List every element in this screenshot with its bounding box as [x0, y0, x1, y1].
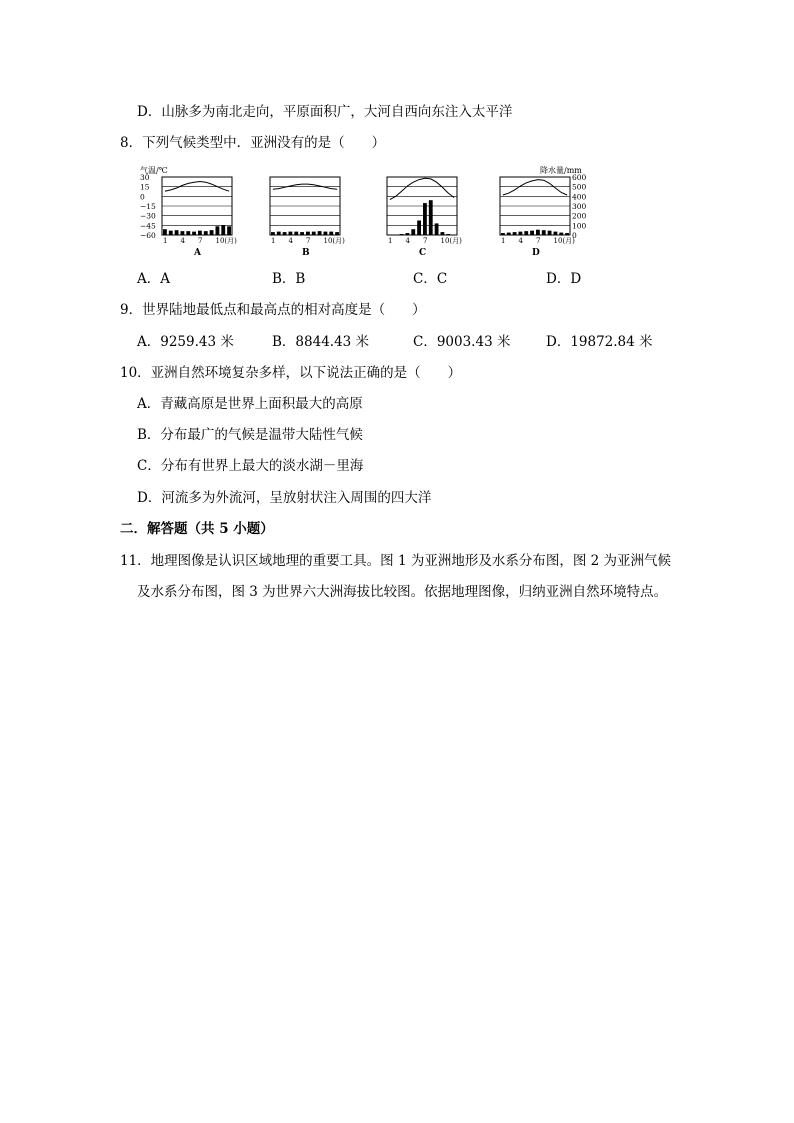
q10-option-c: C．分布有世界上最大的淡水湖－里海: [137, 458, 364, 474]
right-tick-label: 0: [572, 231, 577, 240]
q8-climate-charts: [140, 165, 600, 260]
precip-bar: [554, 232, 558, 235]
right-tick-label: 600: [572, 173, 587, 182]
climate-panels: [162, 177, 575, 258]
precip-bar: [192, 232, 196, 235]
precip-bar: [277, 232, 281, 235]
precip-bar: [221, 225, 225, 235]
precip-bar: [417, 221, 421, 236]
q10-option-d: D．河流多为外流河，呈放射状注入周围的四大洋: [137, 490, 432, 506]
precip-bar: [501, 233, 505, 235]
right-tick-label: 300: [572, 202, 587, 211]
precip-bar: [283, 232, 287, 235]
precip-bar: [524, 231, 528, 235]
right-axis-title: 降水量/mm: [540, 166, 582, 175]
month-tick-label: 10(月): [215, 237, 237, 245]
precip-bar: [429, 200, 433, 235]
month-tick-label: 4: [180, 237, 185, 245]
panel-label: C: [419, 248, 427, 258]
panel-label: A: [194, 248, 201, 258]
q8-option-a: A．A: [137, 271, 170, 287]
right-tick-label: 500: [572, 182, 587, 192]
precip-bar: [400, 234, 404, 235]
left-axis-title: 气温/℃: [140, 166, 168, 175]
right-tick-label: 400: [572, 192, 587, 202]
precip-bar: [175, 230, 179, 235]
climate-panel-C: [387, 177, 462, 258]
month-tick-label: 7: [198, 237, 203, 245]
temperature-curve: [165, 182, 229, 192]
left-tick-label: −60: [140, 231, 156, 240]
month-tick-label: 4: [518, 237, 523, 245]
precip-bar: [513, 232, 517, 235]
precip-bar: [441, 232, 445, 235]
precip-bar: [423, 203, 427, 235]
month-tick-label: 7: [306, 237, 311, 245]
left-tick-label: 0: [140, 192, 145, 202]
precip-bar: [227, 226, 231, 235]
precip-bar: [565, 233, 569, 235]
month-tick-label: 10(月): [440, 237, 462, 245]
month-tick-label: 1: [501, 237, 506, 245]
precip-bar: [411, 229, 415, 235]
q9-option-c: C．9003.43 米: [413, 334, 511, 350]
q11-line2: 及水系分布图，图 3 为世界六大洲海拔比较图。依据地理图像，归纳亚洲自然环境特点。: [137, 584, 668, 600]
precip-bar: [204, 231, 208, 235]
q9-stem: 9．世界陆地最低点和最高点的相对高度是（ ）: [120, 302, 426, 318]
q8-option-d: D．D: [546, 271, 582, 287]
q10-option-a: A．青藏高原是世界上面积最大的高原: [137, 396, 363, 412]
month-tick-label: 7: [423, 237, 428, 245]
precip-bar: [335, 232, 339, 235]
q9-option-b: B．8844.43 米: [272, 334, 370, 350]
left-axis-ticks: [140, 173, 156, 240]
precip-bar: [186, 231, 190, 235]
precip-bar: [446, 234, 450, 235]
q8-option-b: B．B: [272, 271, 306, 287]
precip-bar: [329, 232, 333, 235]
panel-label: D: [532, 248, 540, 258]
precip-bar: [519, 232, 523, 235]
right-tick-label: 200: [572, 211, 587, 221]
precip-bar: [181, 231, 185, 235]
section2-heading: 二．解答题（共 5 小题）: [120, 521, 274, 537]
precip-bar: [294, 232, 298, 235]
precip-bar: [536, 230, 540, 235]
month-tick-label: 4: [405, 237, 410, 245]
q7-option-d: D．山脉多为南北走向，平原面积广，大河自西向东注入太平洋: [137, 104, 513, 120]
climate-panel-A: [162, 177, 237, 258]
precip-bar: [312, 232, 316, 235]
precip-bar: [542, 230, 546, 235]
q9-option-a: A．9259.43 米: [137, 334, 234, 350]
left-tick-label: −15: [140, 202, 156, 211]
precip-bar: [406, 233, 410, 235]
panel-label: B: [302, 248, 310, 258]
precip-bar: [324, 232, 328, 235]
month-tick-label: 7: [536, 237, 541, 245]
right-axis-ticks: [572, 173, 587, 240]
month-tick-label: 1: [388, 237, 393, 245]
precip-bar: [435, 223, 439, 235]
precip-bar: [318, 231, 322, 235]
month-tick-label: 10(月): [323, 237, 345, 245]
precip-bar: [530, 231, 534, 235]
precip-bar: [271, 232, 275, 235]
temperature-curve: [503, 180, 567, 195]
climate-panel-D: [500, 177, 575, 258]
precip-bar: [163, 229, 167, 235]
climate-panel-B: [270, 177, 345, 258]
q8-stem: 8．下列气候类型中．亚洲没有的是（ ）: [120, 135, 386, 151]
q10-stem: 10．亚洲自然环境复杂多样，以下说法正确的是（ ）: [120, 365, 462, 381]
month-tick-label: 1: [271, 237, 276, 245]
q8-option-c: C．C: [413, 271, 448, 287]
precip-bar: [548, 231, 552, 235]
right-tick-label: 100: [572, 221, 587, 231]
precip-bar: [507, 233, 511, 235]
q10-option-b: B．分布最广的气候是温带大陆性气候: [137, 427, 363, 443]
precip-bar: [216, 226, 220, 235]
precip-bar: [559, 233, 563, 235]
precip-bar: [289, 232, 293, 235]
q11-line1: 11．地理图像是认识区域地理的重要工具。图 1 为亚洲地形及水系分布图，图 2 为亚洲气候: [120, 553, 672, 569]
precip-bar: [169, 231, 173, 235]
left-tick-label: −30: [140, 211, 156, 221]
precip-bar: [306, 232, 310, 235]
q9-option-d: D．19872.84 米: [546, 334, 653, 350]
left-tick-label: 15: [140, 182, 150, 192]
month-tick-label: 4: [288, 237, 293, 245]
precip-bar: [210, 230, 214, 235]
precip-bar: [300, 232, 304, 235]
month-tick-label: 10(月): [553, 237, 575, 245]
climate-charts-svg: [140, 165, 600, 260]
left-tick-label: −45: [140, 221, 156, 231]
precip-bar: [198, 231, 202, 235]
month-tick-label: 1: [163, 237, 168, 245]
left-tick-label: 30: [140, 173, 150, 182]
